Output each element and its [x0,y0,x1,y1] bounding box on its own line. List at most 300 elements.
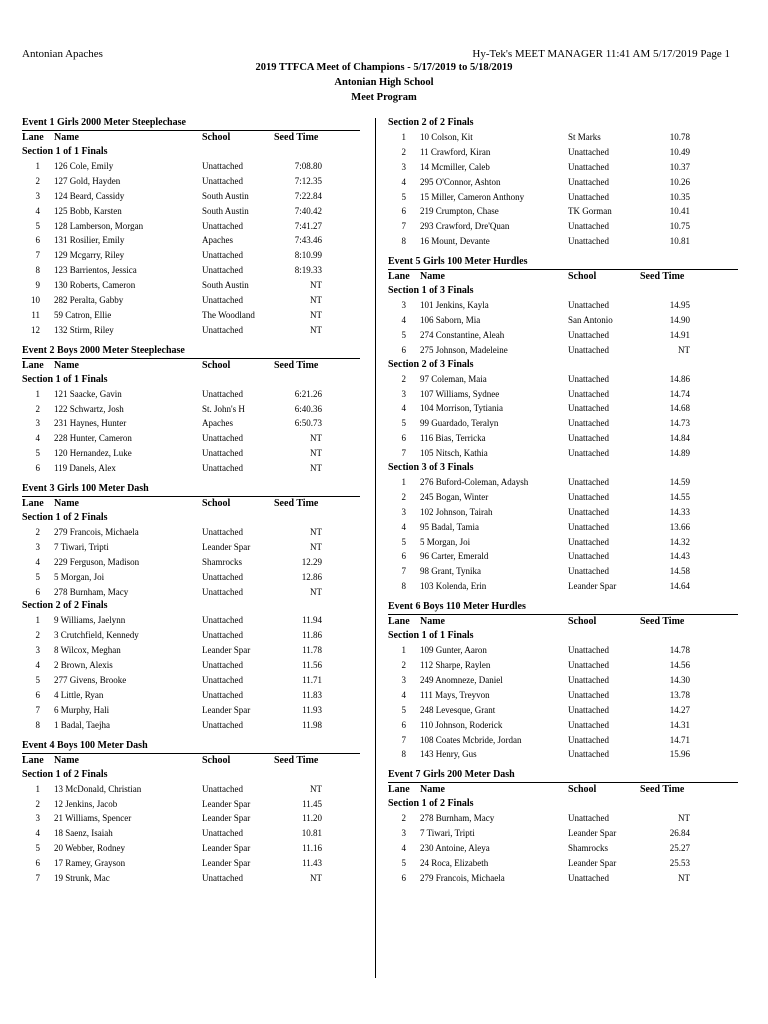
seed-time: 14.31 [669,719,690,730]
lane-number: 2 [35,630,40,641]
lane-number: 4 [401,176,406,187]
school-name: The Woodland [202,309,255,320]
school-name: Unattached [568,373,609,384]
entry-row [22,782,360,797]
school-name: Unattached [202,463,243,474]
software-meta: Hy-Tek's MEET MANAGER 11:41 AM 5/17/2019 Page 1 [472,48,730,60]
column-header-school: School [568,784,597,796]
entry-row [388,643,738,658]
column-header-lane: Lane [22,498,44,510]
athlete-name: 18 Saenz, Isaiah [54,828,113,839]
seed-time: 10.37 [669,161,690,172]
entry-row [388,841,738,856]
team-name: Antonian Apaches [22,48,103,60]
lane-number: 4 [35,556,40,567]
lane-number: 4 [401,843,406,854]
lane-number: 1 [401,477,406,488]
seed-time: 6:50.73 [294,418,322,429]
seed-time: 14.33 [669,506,690,517]
athlete-name: 248 Levesque, Grant [420,704,496,715]
entry-row [22,718,360,733]
entry-row [22,189,360,204]
seed-time: 11.86 [302,630,322,641]
athlete-name: 21 Williams, Spencer [54,813,132,824]
seed-time: 7:43.46 [294,235,322,246]
school-name: Unattached [202,295,243,306]
seed-time: NT [310,309,322,320]
lane-number: 4 [35,433,40,444]
seed-time: NT [310,295,322,306]
school-name: Unattached [202,615,243,626]
athlete-name: 278 Burnham, Macy [54,586,129,597]
school-name: Unattached [202,630,243,641]
seed-time: 25.27 [669,843,690,854]
athlete-name: 129 Mcgarry, Riley [54,250,125,261]
lane-number: 6 [35,235,40,246]
column-header-row [388,614,738,629]
school-name: Unattached [202,324,243,335]
school-name: Unattached [202,586,243,597]
meet-title: 2019 TTFCA Meet of Champions - 5/17/2019 to 5/18/2019 [255,62,513,73]
lane-number: 1 [401,645,406,656]
school-name: Unattached [568,660,609,671]
lane-number: 6 [35,463,40,474]
athlete-name: 128 Lamberson, Morgan [54,220,144,231]
lane-number: 5 [401,191,406,202]
school-name: Leander Spar [568,857,617,868]
entry-row [388,871,738,886]
entry-row [388,175,738,190]
lane-number: 3 [401,828,406,839]
seed-time: 8:10.99 [294,250,322,261]
lane-number: 3 [35,645,40,656]
event-title: Event 7 Girls 200 Meter Dash [388,769,515,781]
athlete-name: 19 Strunk, Mac [54,872,110,883]
lane-number: 4 [401,315,406,326]
lane-number: 3 [401,161,406,172]
right-column [388,116,738,886]
entry-row [388,160,738,175]
event-title: Event 3 Girls 100 Meter Dash [22,483,149,495]
school-name: Unattached [568,146,609,157]
school-name: South Austin [202,205,249,216]
section-title: Section 1 of 2 Finals [22,768,108,780]
column-header-name: Name [420,784,445,796]
athlete-name: 24 Roca, Elizabeth [420,857,489,868]
school-name: Unattached [568,674,609,685]
lane-number: 3 [401,674,406,685]
school-name: Unattached [568,221,609,232]
athlete-name: 101 Jenkins, Kayla [420,300,489,311]
athlete-name: 219 Crumpton, Chase [420,206,499,217]
seed-time: 11.16 [302,843,322,854]
school-name: Leander Spar [568,581,617,592]
entry-row [388,658,738,673]
lane-number: 5 [35,448,40,459]
school-name: Unattached [568,448,609,459]
section-title: Section 3 of 3 Finals [388,462,474,474]
lane-number: 8 [401,581,406,592]
school-name: Unattached [202,433,243,444]
athlete-name: 99 Guardado, Teralyn [420,418,499,429]
section-title: Section 1 of 2 Finals [388,798,474,810]
school-name: Unattached [568,418,609,429]
lane-number: 6 [35,858,40,869]
lane-number: 3 [401,506,406,517]
entry-row [22,555,360,570]
lane-number: 2 [401,146,406,157]
entry-row [388,145,738,160]
entry-row [388,190,738,205]
entry-row [388,416,738,431]
entry-row [22,525,360,540]
section-title: Section 2 of 2 Finals [22,600,108,612]
entry-row [22,703,360,718]
athlete-name: 104 Morrison, Tytiania [420,403,503,414]
entry-row [22,431,360,446]
entry-row [22,219,360,234]
event-title: Event 6 Boys 110 Meter Hurdles [388,601,526,613]
entry-row [388,475,738,490]
entry-row [388,328,738,343]
athlete-name: 2 Brown, Alexis [54,660,113,671]
seed-time: 26.84 [669,828,690,839]
column-divider [375,118,376,978]
column-header-row [22,358,360,373]
entry-row [22,856,360,871]
entry-row [388,505,738,520]
entry-row [22,461,360,476]
lane-number: 6 [401,551,406,562]
seed-time: 12.29 [301,556,322,567]
column-header-name: Name [54,498,79,510]
seed-time: 11.94 [302,615,322,626]
entry-row [22,540,360,555]
athlete-name: 282 Peralta, Gabby [54,295,124,306]
seed-time: NT [678,872,690,883]
athlete-name: 112 Sharpe, Raylen [420,660,491,671]
lane-number: 5 [35,675,40,686]
athlete-name: 110 Johnson, Roderick [420,719,503,730]
school-name: Unattached [568,329,609,340]
seed-time: 11.43 [302,858,322,869]
event-title: Event 1 Girls 2000 Meter Steeplechase [22,117,186,128]
seed-time: 15.96 [669,749,690,760]
entry-row [22,797,360,812]
school-name: Unattached [202,250,243,261]
lane-number: 7 [401,566,406,577]
athlete-name: 293 Crawford, Dre'Quan [420,221,510,232]
lane-number: 5 [35,571,40,582]
lane-number: 2 [35,527,40,538]
athlete-name: 122 Schwartz, Josh [54,403,124,414]
document-title: Meet Program [351,92,417,103]
athlete-name: 5 Morgan, Joi [420,536,471,547]
lane-number: 6 [401,344,406,355]
seed-time: 14.59 [669,477,690,488]
lane-number: 5 [401,704,406,715]
column-header-school: School [202,754,231,766]
athlete-name: 131 Rosilier, Emily [54,235,125,246]
entry-row [388,298,738,313]
seed-time: 14.90 [669,315,690,326]
column-header-school: School [202,132,231,143]
seed-time: 7:40.42 [294,205,322,216]
athlete-name: 10 Colson, Kit [420,132,473,142]
lane-number: 6 [401,719,406,730]
entry-row [22,446,360,461]
school-name: Unattached [202,527,243,538]
lane-number: 10 [31,295,40,306]
seed-time: 14.73 [669,418,690,429]
seed-time: 11.20 [302,813,322,824]
athlete-name: 245 Bogan, Winter [420,491,489,502]
athlete-name: 228 Hunter, Cameron [54,433,132,444]
athlete-name: 274 Constantine, Aleah [420,329,505,340]
school-name: Unattached [202,675,243,686]
lane-number: 8 [35,719,40,730]
seed-time: 10.81 [301,828,322,839]
lane-number: 5 [401,857,406,868]
school-name: Leander Spar [202,858,251,869]
column-header-row [388,782,738,797]
lane-number: 3 [35,190,40,201]
lane-number: 5 [35,843,40,854]
seed-time: 10.35 [669,191,690,202]
column-header-seed: Seed Time [274,132,319,143]
lane-number: 1 [35,783,40,794]
lane-number: 6 [401,206,406,217]
lane-number: 4 [401,689,406,700]
school-name: Unattached [568,388,609,399]
seed-time: 14.56 [669,660,690,671]
lane-number: 5 [401,536,406,547]
athlete-name: 11 Crawford, Kiran [420,146,491,157]
entry-row [22,416,360,431]
athlete-name: 15 Miller, Cameron Anthony [420,191,525,202]
column-header-lane: Lane [22,132,44,143]
column-header-row [22,130,360,145]
entry-row [388,431,738,446]
athlete-name: 7 Tiwari, Tripti [420,828,475,839]
athlete-name: 143 Henry, Gus [420,749,477,760]
column-header-name: Name [54,359,79,371]
school-name: Unattached [202,719,243,730]
seed-time: 10.81 [669,236,690,247]
athlete-name: 275 Johnson, Madeleine [420,344,508,355]
entry-row [22,658,360,673]
athlete-name: 279 Francois, Michaela [54,527,139,538]
athlete-name: 295 O'Connor, Ashton [420,176,501,187]
entry-row [22,204,360,219]
lane-number: 7 [401,221,406,232]
seed-time: 25.53 [669,857,690,868]
entry-row [22,688,360,703]
seed-time: 11.83 [302,689,322,700]
athlete-name: 4 Little, Ryan [54,689,104,700]
seed-time: 14.95 [669,300,690,311]
school-name: Unattached [568,536,609,547]
lane-number: 4 [401,521,406,532]
school-name: Unattached [568,645,609,656]
entry-row [388,372,738,387]
athlete-name: 120 Hernandez, Luke [54,448,132,459]
school-name: Leander Spar [202,541,251,552]
column-header-seed: Seed Time [274,359,319,371]
school-name: Unattached [568,176,609,187]
athlete-name: 20 Webber, Rodney [54,843,125,854]
school-name: Unattached [568,734,609,745]
section-title: Section 1 of 3 Finals [388,285,474,297]
school-name: Unattached [568,689,609,700]
seed-time: 14.78 [669,645,690,656]
lane-number: 4 [401,403,406,414]
seed-time: 14.55 [669,491,690,502]
school-name: Unattached [202,175,243,186]
seed-time: NT [310,783,322,794]
section-title: Section 1 of 1 Finals [22,373,108,385]
seed-time: NT [310,448,322,459]
school-name: Unattached [202,689,243,700]
lane-number: 6 [401,872,406,883]
lane-number: 8 [401,749,406,760]
entry-row [22,174,360,189]
school-name: Unattached [568,161,609,172]
event-title: Event 2 Boys 2000 Meter Steeplechase [22,344,185,356]
column-header-school: School [568,616,597,628]
entry-row [22,263,360,278]
entry-row [22,643,360,658]
athlete-name: 130 Roberts, Cameron [54,280,136,291]
entry-row [22,323,360,338]
entry-row [388,387,738,402]
school-name: Unattached [202,448,243,459]
entry-row [22,628,360,643]
seed-time: 14.27 [669,704,690,715]
column-header-seed: Seed Time [274,498,319,510]
lane-number: 7 [401,734,406,745]
lane-number: 2 [401,813,406,824]
athlete-name: 116 Bias, Terricka [420,433,486,444]
lane-number: 2 [35,798,40,809]
school-name: Unattached [568,719,609,730]
seed-time: 14.68 [669,403,690,414]
lane-number: 3 [401,388,406,399]
entry-row [22,248,360,263]
athlete-name: 278 Burnham, Macy [420,813,495,824]
school-name: St. John's H [202,403,245,414]
athlete-name: 8 Wilcox, Meghan [54,645,121,656]
school-name: Unattached [568,506,609,517]
athlete-name: 17 Ramey, Grayson [54,858,126,869]
lane-number: 4 [35,828,40,839]
entry-row [388,579,738,594]
entry-row [22,570,360,585]
athlete-name: 231 Haynes, Hunter [54,418,127,429]
lane-number: 1 [35,388,40,399]
athlete-name: 107 Williams, Sydnee [420,388,500,399]
school-name: Unattached [568,551,609,562]
seed-time: 11.45 [302,798,322,809]
lane-number: 5 [401,329,406,340]
column-header-lane: Lane [22,754,44,766]
athlete-name: 97 Coleman, Maia [420,373,487,384]
athlete-name: 277 Givens, Brooke [54,675,127,686]
athlete-name: 229 Ferguson, Madison [54,556,140,567]
section-title: Section 1 of 2 Finals [22,512,108,524]
school-name: Apaches [202,235,233,246]
seed-time: NT [310,280,322,291]
school-name: Unattached [568,813,609,824]
school-name: Shamrocks [202,556,242,567]
column-header-seed: Seed Time [274,754,319,766]
event-title: Event 4 Boys 100 Meter Dash [22,739,148,751]
athlete-name: 102 Johnson, Tairah [420,506,493,517]
entry-row [22,402,360,417]
entry-row [22,308,360,323]
column-header-lane: Lane [388,271,410,283]
athlete-name: 105 Nitsch, Kathia [420,448,488,459]
lane-number: 2 [401,660,406,671]
athlete-name: 13 McDonald, Christian [54,783,142,794]
lane-number: 8 [401,236,406,247]
seed-time: 10.49 [669,146,690,157]
athlete-name: 106 Saborn, Mia [420,315,481,326]
seed-time: 12.86 [301,571,322,582]
school-name: Unattached [568,566,609,577]
lane-number: 7 [35,872,40,883]
column-header-row [388,269,738,284]
seed-time: 14.86 [669,373,690,384]
seed-time: 11.98 [302,719,322,730]
athlete-name: 279 Francois, Michaela [420,872,505,883]
seed-time: 10.41 [669,206,690,217]
athlete-name: 276 Buford-Coleman, Adaysh [420,477,529,488]
athlete-name: 126 Cole, Emily [54,161,114,171]
lane-number: 3 [35,813,40,824]
lane-number: 2 [35,403,40,414]
school-name: Unattached [568,403,609,414]
athlete-name: 1 Badal, Taejha [54,719,110,730]
athlete-name: 7 Tiwari, Tripti [54,541,109,552]
athlete-name: 109 Gunter, Aaron [420,645,487,656]
lane-number: 1 [35,161,40,171]
athlete-name: 12 Jenkins, Jacob [54,798,118,809]
seed-time: NT [678,344,690,355]
seed-time: 10.78 [669,132,690,142]
seed-time: NT [310,541,322,552]
seed-time: 11.78 [302,645,322,656]
seed-time: 14.74 [669,388,690,399]
seed-time: 14.89 [669,448,690,459]
host-school: Antonian High School [334,77,434,88]
lane-number: 4 [35,660,40,671]
athlete-name: 125 Bobb, Karsten [54,205,122,216]
column-header-seed: Seed Time [640,616,685,628]
seed-time: 10.26 [669,176,690,187]
entry-row [388,673,738,688]
athlete-name: 108 Coates Mcbride, Jordan [420,734,522,745]
entry-row [22,871,360,886]
event-title: Event 5 Girls 100 Meter Hurdles [388,256,528,268]
seed-time: NT [310,324,322,335]
entry-row [388,564,738,579]
seed-time: 14.58 [669,566,690,577]
seed-time: NT [310,527,322,538]
athlete-name: 59 Catron, Ellie [54,309,112,320]
school-name: Unattached [568,521,609,532]
athlete-name: 16 Mount, Devante [420,236,490,247]
